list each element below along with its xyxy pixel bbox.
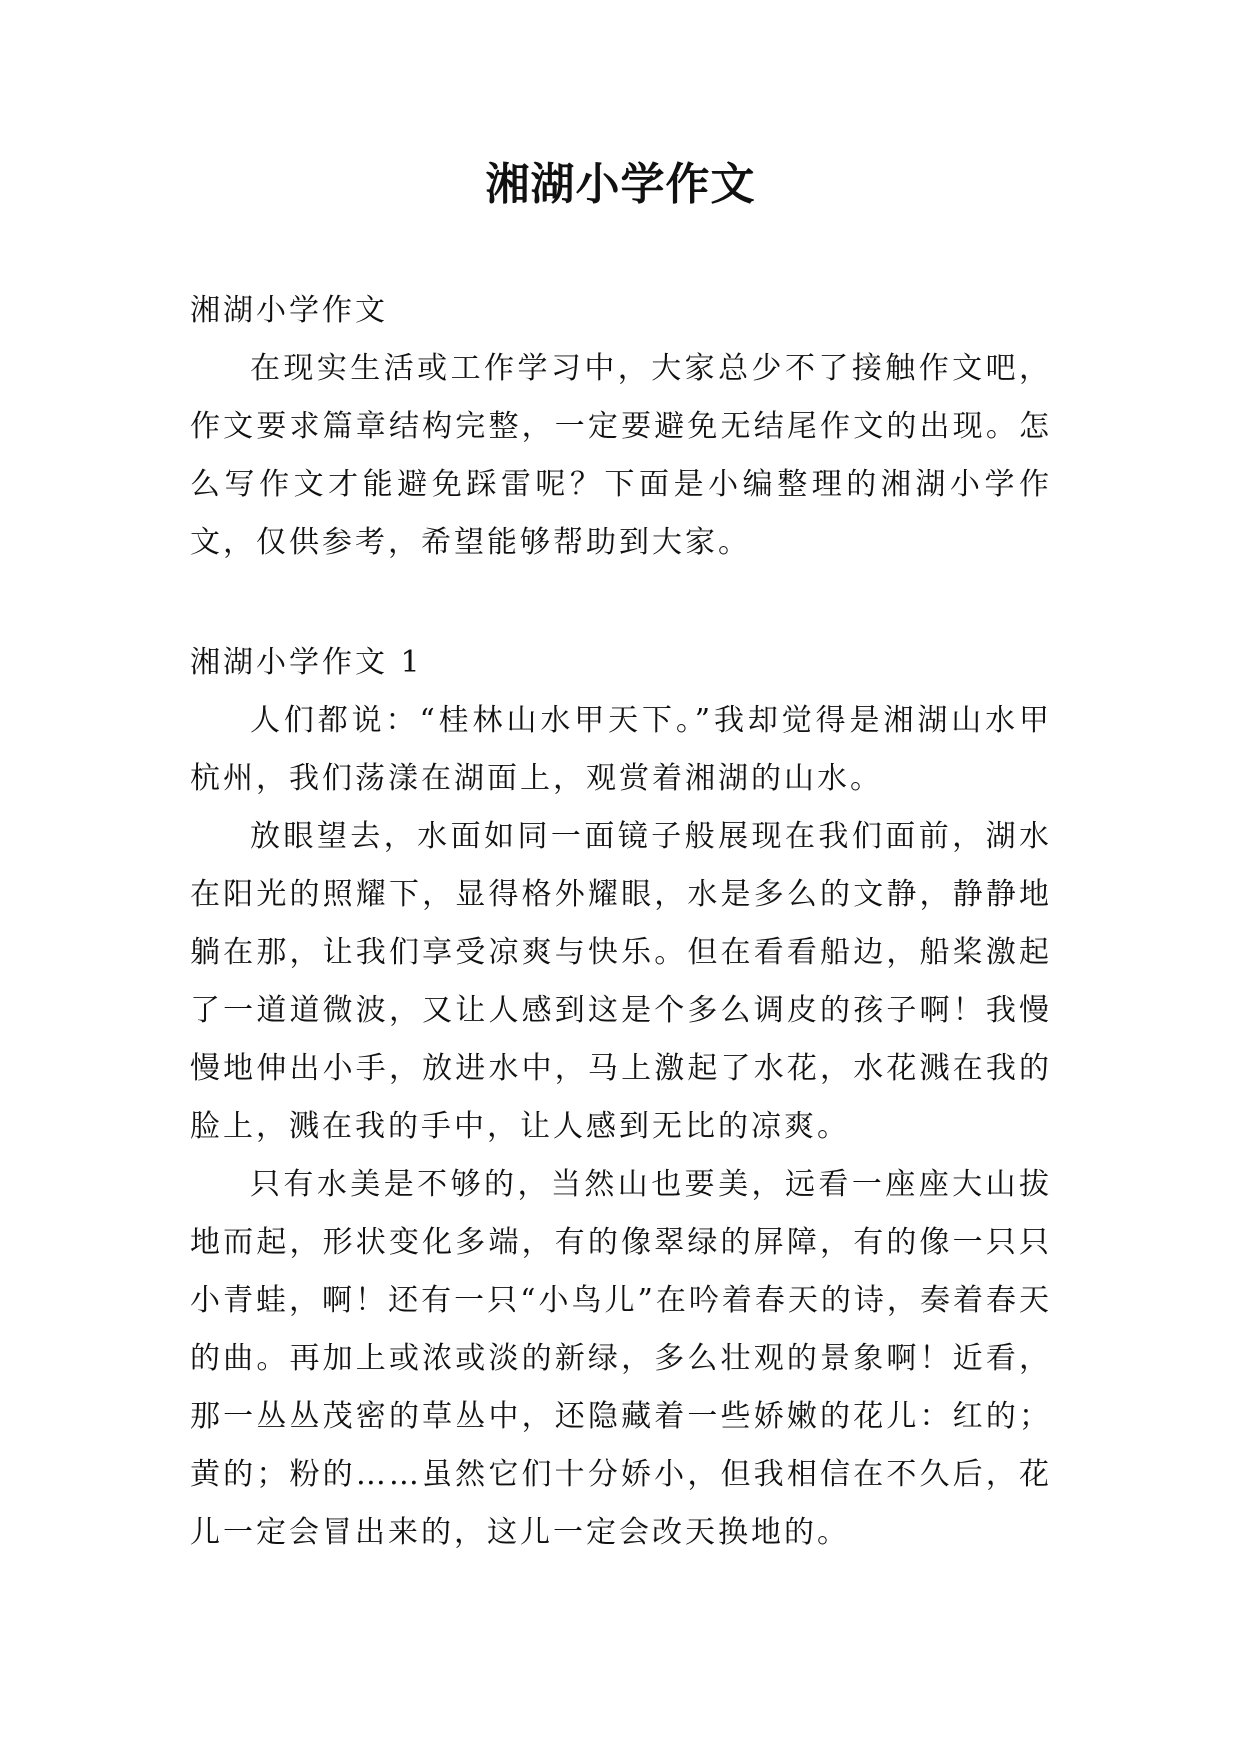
- essay-1-paragraph-3: 只有水美是不够的，当然山也要美，远看一座座大山拔地而起，形状变化多端，有的像翠绿的屏障，有的像一只只小青蛙，啊！还有一只“小鸟儿”在吟着春天的诗，奏着春天的曲。再加上或浓或淡的新绿，多么壮观的景象啊！近看，那一丛丛茂密的草丛中，还隐藏着一些娇嫩的花儿：红的；黄的；粉的……虽然它们十分娇小，但我相信在不久后，花儿一定会冒出来的，这儿一定会改天换地的。: [190, 1167, 1052, 1550]
- document-title: 湘湖小学作文: [485, 159, 756, 210]
- section-spacer: [190, 572, 1052, 634]
- essay-1-paragraph-1: 人们都说：“桂林山水甲天下。”我却觉得是湘湖山水甲杭州，我们荡漾在湖面上，观赏着湘湖的山水。: [190, 703, 1052, 796]
- essay-1-heading: 湘湖小学作文 1: [190, 645, 423, 680]
- intro-heading: 湘湖小学作文: [190, 293, 388, 328]
- document-body: [190, 282, 1052, 1562]
- essay-1-paragraph-2: 放眼望去，水面如同一面镜子般展现在我们面前，湖水在阳光的照耀下，显得格外耀眼，水是多么的文静，静静地躺在那，让我们享受凉爽与快乐。但在看看船边，船桨激起了一道道微波，又让人感到这是个多么调皮的孩子啊！我慢慢地伸出小手，放进水中，马上激起了水花，水花溅在我的脸上，溅在我的手中，让人感到无比的凉爽。: [190, 819, 1052, 1144]
- intro-paragraph: 在现实生活或工作学习中，大家总少不了接触作文吧，作文要求篇章结构完整，一定要避免无结尾作文的出现。怎么写作文才能避免踩雷呢？下面是小编整理的湘湖小学作文，仅供参考，希望能够帮助到大家。: [190, 351, 1052, 560]
